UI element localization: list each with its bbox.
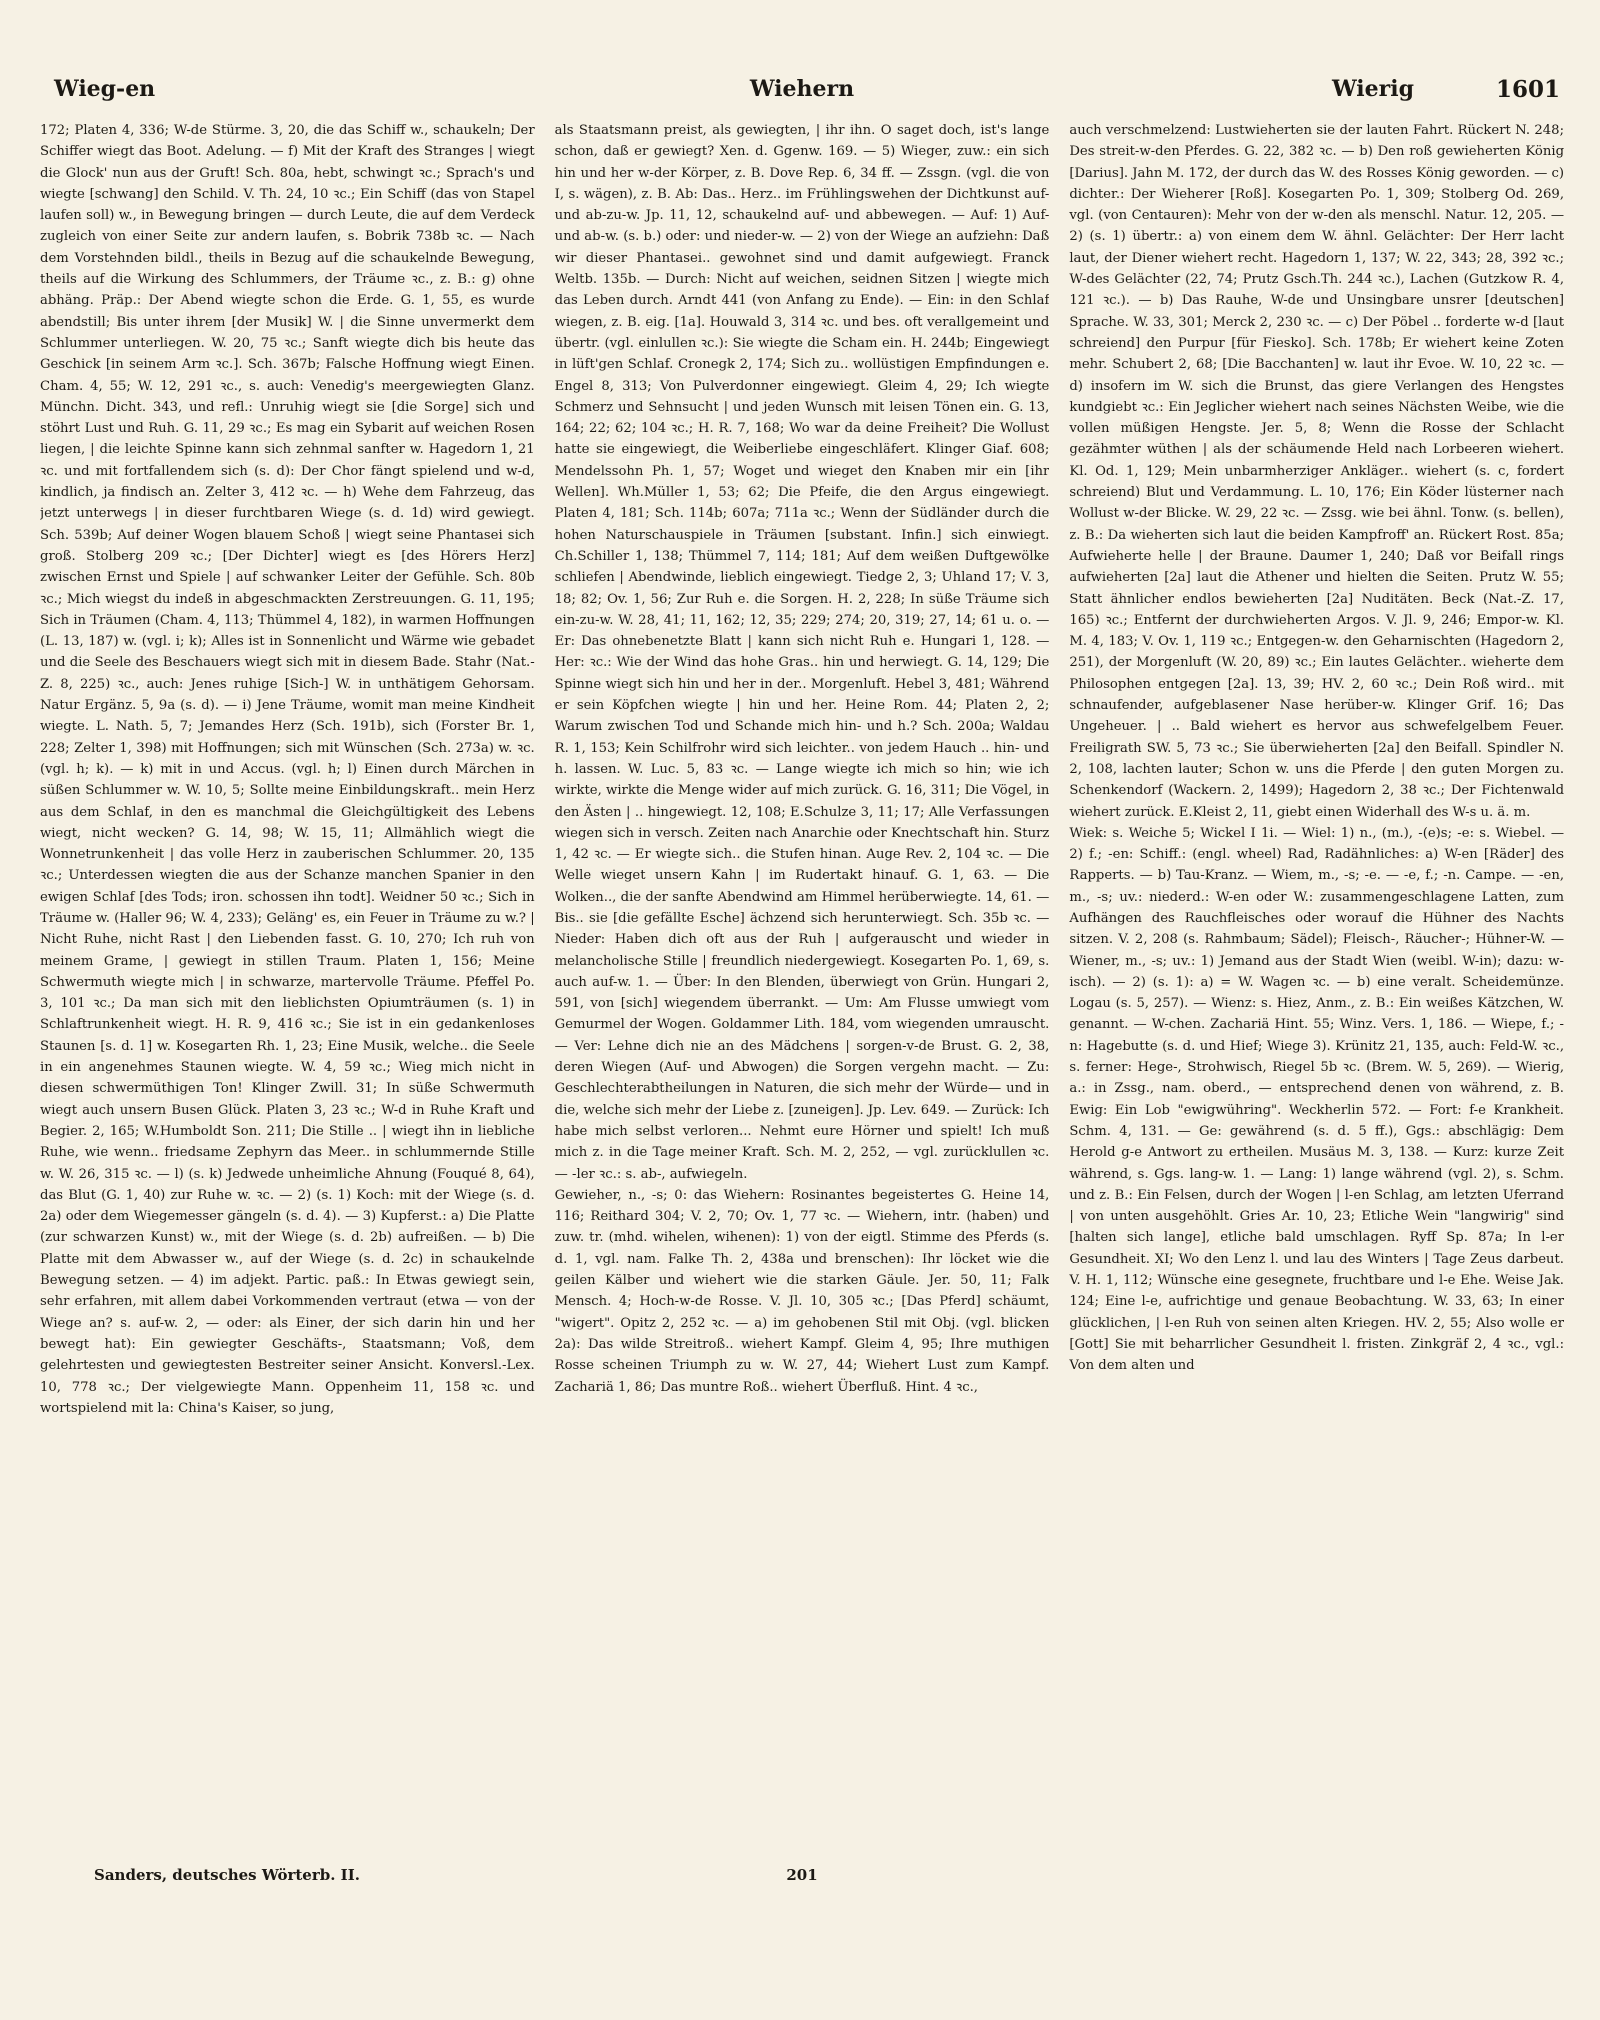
column-text: als Staatsmann preist, als gewiegten, | ihr ihn. O saget doch, ist's lange schon, daß er gewiegt? Xen. d. Ggenw. 169. — 5) Wieger, zuw.: ein sich hin und her w-der Körper, z. B. Dove Rep. 6, 34 ff. — Zssgn. (vgl. die von I, s. wägen), z. B. Ab: Das.. Herz.. im Frühlingswehen der Dichtkunst auf- und ab-zu-w. Jp. 11, 12, schaukelnd auf- und abbewegen. — Auf: 1) Auf- und ab-w. (s. b.) oder: und nieder-w. — 2) von der Wiege an aufziehn: Daß wir dieser Phantasei.. gewohnet sind und damit aufgewiegt. Franck Weltb. 135b. — Durch: Nicht auf weichen, seidnen Sitzen | wiegte mich das Leben durch. Arndt 441 (von Anfang zu Ende). — Ein: in den Schlaf wiegen, z. B. eig. [1a]. Houwald 3, 314 ꝛc. und bes. oft verallgemeint und übertr. (vgl. einlullen ꝛc.): Sie wiegte die Scham ein. H. 244b; Eingewiegt in lüft'gen Schlaf. Cronegk 2, 174; Sich zu.. wollüstigen Empfindungen e. Engel 8, 313; Von Pulverdonner eingewiegt. Gleim 4, 29; Ich wiegte Schmerz und Sehnsucht | und jeden Wunsch mit leisen Tönen ein. G. 13, 164; 22; 62; 104 ꝛc.; H. R. 7, 168; Wo war da deine Freiheit? Die Wollust hatte sie eingewiegt, die Weiberliebe eingeschläfert. Klinger Giaf. 608; Mendelssohn Ph. 1, 57; Woget und wieget den Knaben mir ein [ihr Wellen]. Wh.Müller 1, 53; 62; Die Pfeife, die den Argus eingewiegt. Platen 4, 181; Sch. 114b; 607a; 711a ꝛc.; Wenn der Südländer durch die hohen Naturschauspiele in Träumen [substant. Infin.] sich einwiegt. Ch.Schiller 1, 138; Thümmel 7, 114; 181; Auf dem weißen Duftgewölke schliefen | Abendwinde, lieblich eingewiegt. Tiedge 2, 3; Uhland 17; V. 3, 18; 82; Ov. 1, 56; Zur Ruh e. die Sorgen. H. 2, 228; In süße Träume sich ein-zu-w. W. 28, 41; 11, 162; 12, 35; 229; 274; 20, 319; 27, 14; 61 u. o. — Er: Das ohnebenetzte Blatt | kann sich nicht Ruh e. Hungari 1, 128. — Her: ꝛc.: Wie der Wind das hohe Gras.. hin und herwiegt. G. 14, 129; Die Spinne wiegt sich hin und her in der.. Morgenluft. Hebel 3, 481; Während er sein Köpfchen wiegte | hin und her. Heine Rom. 44; Platen 2, 2; Warum zwischen Tod und Schande mich hin- und h.? Sch. 200a; Waldau R. 1, 153; Kein Schilfrohr wird sich leichter.. von jedem Hauch .. hin- und h. lassen. W. Luc. 5, 83 ꝛc. — Lange wiegte ich mich so hin; wie ich wirkte, wirkte die Menge wider auf mich zurück. G. 16, 311; Die Vögel, in den Ästen | .. hingewiegt. 12, 108; E.Schulze 3, 11; 17; Alle Verfassungen wiegen sich in versch. Zeiten nach Anarchie oder Knechtschaft hin. Sturz 1, 42 ꝛc. — Er wiegte sich.. die Stufen hinan. Auge Rev. 2, 104 ꝛc. — Die Welle wieget unsern Kahn | im Rudertakt hinauf. G. 1, 63. — Die Wolken.., die der sanfte Abendwind am Himmel herüberwiegte. 14, 61. — Bis.. sie [die gefällte Esche] ächzend sich herunterwiegt. Sch. 35b ꝛc. — Nieder: Haben dich oft aus der Ruh | aufgerauscht und wieder in melancholische Stille | freundlich niedergewiegt. Kosegarten Po. 1, 69, s. auch auf-w. 1. — Über: In den Blenden, überwiegt von Grün. Hungari 2, 591, von [sich] wiegendem überrankt. — Um: Am Flusse umwiegt vom Gemurmel der Wogen. Goldammer Lith. 184, vom wiegenden umrauscht. — Ver: Lehne dich nie an des Mädchens | sorgen-v-de Brust. G. 2, 38, deren Wiegen (Auf- und Abwogen) die Sorgen vergehn macht. — Zu: Geschlechterabtheilungen in Naturen, die sich mehr der Würde— und in die, welche sich mehr der Liebe z. [zuneigen]. Jp. Lev. 649. — Zurück: Ich habe mich selbst verloren... Nehmt eure Hörner und spielt! Ich muß mich z. in die Tage meiner Kraft. Sch. M. 2, 252, — vgl. zurücklullen ꝛc. — -ler ꝛc.: s. ab-, aufwiegeln. Gewieher, n., -s; 0: das Wiehern: Rosinantes begeistertes G. Heine 14, 116; Reithard 304; V. 2, 70; Ov. 1, 77 ꝛc. — Wiehern, intr. (haben) und zuw. tr. (mhd. wihelen, wihenen): 1) von der eigtl. Stimme des Pferds (s. d. 1, vgl. nam. Falke Th. 2, 438a und brenschen): Ihr löcket wie die geilen Kälber und wiehert wie die starken Gäule. Jer. 50, 11; Falk Mensch. 4; Hoch-w-de Rosse. V. Jl. 10, 305 ꝛc.; [Das Pferd] schäumt, "wigert". Opitz 2, 252 ꝛc. — a) im gehobenen Stil mit Obj. (vgl. blicken 2a): Das wilde Streitroß.. wiehert Kampf. Gleim 4, 95; Ihre muthigen Rosse scheinen Triumph zu w. W. 27, 44; Wiehert Lust zum Kampf. Zachariä 1, 86; Das muntre Roß.. wiehert Überfluß. Hint. 4 ꝛc., (554, 123, 1050, 1395)
page-number: 1601 (1495, 76, 1560, 103)
text-columns (40, 120, 1564, 1858)
printer-signature: Sanders, deutsches Wörterb. II. (94, 1866, 360, 1884)
text-column-right (1069, 120, 1564, 1858)
text-column-left (40, 120, 535, 1858)
column-text: 172; Platen 4, 336; W-de Stürme. 3, 20, die das Schiff w., schaukeln; Der Schiffer wiegt das Boot. Adelung. — f) Mit der Kraft des Stranges | wiegt die Glock' nun aus der Gruft! Sch. 80a, hebt, schwingt ꝛc.; Sprach's und wiegte [schwang] den Schild. V. Th. 24, 10 ꝛc.; Ein Schiff (das von Stapel laufen soll) w., in Bewegung bringen — durch Leute, die auf dem Verdeck zugleich von einer Seite zur andern laufen, s. Bobrik 738b ꝛc. — Nach dem Vorstehnden bildl., theils in Bezug auf die schaukelnde Bewegung, theils auf die Wirkung des Schlummers, der Träume ꝛc., z. B.: g) ohne abhäng. Präp.: Der Abend wiegte schon die Erde. G. 1, 55, es wurde abendstill; Bis unter ihrem [der Musik] W. | die Sinne unvermerkt dem Schlummer unterliegen. W. 20, 75 ꝛc.; Sanft wiegte dich bis heute das Geschick [in seinem Arm ꝛc.]. Sch. 367b; Falsche Hoffnung wiegt Einen. Cham. 4, 55; W. 12, 291 ꝛc., s. auch: Venedig's meergewiegten Glanz. Münchn. Dicht. 343, und refl.: Unruhig wiegt sie [die Sorge] sich und stöhrt Lust und Ruh. G. 11, 29 ꝛc.; Es mag ein Sybarit auf weichen Rosen liegen, | die leichte Spinne kann sich zehnmal sanfter w. Hagedorn 1, 21 ꝛc. und mit fortfallendem sich (s. d): Der Chor fängt spielend und w-d, kindlich, ja findisch an. Zelter 3, 412 ꝛc. — h) Wehe dem Fahrzeug, das jetzt unterwegs | in dieser furchtbaren Wiege (s. d. 1d) wird gewiegt. Sch. 539b; Auf deiner Wogen blauem Schoß | wiegt seine Phantasei sich groß. Stolberg 209 ꝛc.; [Der Dichter] wiegt es [des Hörers Herz] zwischen Ernst und Spiele | auf schwanker Leiter der Gefühle. Sch. 80b ꝛc.; Mich wiegst du indeß in abgeschmackten Zerstreuungen. G. 11, 195; Sich in Träumen (Cham. 4, 113; Thümmel 4, 182), in warmen Hoffnungen (L. 13, 187) w. (vgl. i; k); Alles ist in Sonnenlicht und Wärme wie gebadet und die Seele des Beschauers wiegt sich mit in diesem Bade. Stahr (Nat.-Z. 8, 225) ꝛc., auch: Jenes ruhige [Sich-] W. in unthätigem Gehorsam. Natur Ergänz. 5, 9a (s. d). — i) Jene Träume, womit man meine Kindheit wiegte. L. Nath. 5, 7; Jemandes Herz (Sch. 191b), sich (Forster Br. 1, 228; Zelter 1, 398) mit Hoffnungen; sich mit Wünschen (Sch. 273a) w. ꝛc. (vgl. h; k). — k) mit in und Accus. (vgl. h; l) Einen durch Märchen in süßen Schlummer w. W. 10, 5; Sollte meine Einbildungskraft.. mein Herz aus dem Schlaf, in den es manchmal die Gleichgültigkeit des Lebens wiegt, nicht wecken? G. 14, 98; W. 15, 11; Allmählich wiegt die Wonnetrunkenheit | das volle Herz in zauberischen Schlummer. 20, 135 ꝛc.; Unterdessen wiegten die aus der Schanze manchen Spanier in den ewigen Schlaf [des Tods; iron. schossen ihn todt]. Weidner 50 ꝛc.; Sich in Träume w. (Haller 96; W. 4, 233); Geläng' es, ein Feuer in Träume zu w.? | Nicht Ruhe, nicht Rast | den Liebenden fasst. G. 10, 270; Ich ruh von meinem Grame, | gewiegt in stillen Traum. Platen 1, 156; Meine Schwermuth wiegte mich | in schwarze, martervolle Träume. Pfeffel Po. 3, 101 ꝛc.; Da man sich mit den lieblichsten Opiumträumen (s. 1) in Schlaftrunkenheit wiegt. H. R. 9, 416 ꝛc.; Sie ist in ein gedankenloses Staunen [s. d. 1] w. Kosegarten Rh. 1, 23; Eine Musik, welche.. die Seele in ein angenehmes Staunen wiegte. W. 4, 59 ꝛc.; Wieg mich nicht in diesen schwermüthigen Ton! Klinger Zwill. 31; In süße Schwermuth wiegt auch unsern Busen Glück. Platen 3, 23 ꝛc.; W-d in Ruhe Kraft und Begier. 2, 165; W.Humboldt Son. 211; Die Stille .. | wiegt ihn in liebliche Ruhe, wie wenn.. friedsame Zephyrn das Meer.. in schlummernde Stille w. W. 26, 315 ꝛc. — l) (s. k) Jedwede unheimliche Ahnung (Fouqué 8, 64), das Blut (G. 1, 40) zur Ruhe w. ꝛc. — 2) (s. 1) Koch: mit der Wiege (s. d. 2a) oder dem Wiegemesser gängeln (s. d. 4). — 3) Kupferst.: a) Die Platte (zur schwarzen Kunst) w., mit der Wiege (s. d. 2b) aufreißen. — b) Die Platte mit dem Abwasser w., auf der Wiege (s. d. 2c) in schaukelnde Bewegung setzen. — 4) im adjekt. Partic. paß.: In Etwas gewiegt sein, sehr erfahren, mit allem dabei Vorkommenden vertraut (etwa — von der Wiege an? s. auf-w. 2, — oder: als Einer, der sich darin hin und her bewegt hat): Ein gewiegter Geschäfts-, Staatsmann; Voß, dem gelehrtesten und gewiegtesten Bestreiter seiner Ansicht. Konversl.-Lex. 10, 778 ꝛc.; Der vielgewiegte Mann. Oppenheim 11, 158 ꝛc. und wortspielend mit la: China's Kaiser, so jung, (40, 123, 535, 1416)
text-column-middle (555, 120, 1050, 1858)
running-head-center: Wiehern (749, 76, 855, 102)
page-footer (40, 1866, 1564, 1894)
running-head-right: Wierig (1331, 76, 1414, 102)
column-text: auch verschmelzend: Lustwieherten sie der lauten Fahrt. Rückert N. 248; Des streit-w-den Pferdes. G. 22, 382 ꝛc. — b) Den roß gewieherten König [Darius]. Jahn M. 172, der durch das W. des Rosses König geworden. — c) dichter.: Der Wieherer [Roß]. Kosegarten Po. 1, 309; Stolberg Od. 269, vgl. (von Centauren): Mehr von der w-den als menschl. Natur. 12, 205. — 2) (s. 1) übertr.: a) von einem dem W. ähnl. Gelächter: Der Herr lacht laut, der Diener wiehert recht. Hagedorn 1, 137; W. 22, 343; 28, 392 ꝛc.; W-des Gelächter (22, 74; Prutz Gsch.Th. 244 ꝛc.), Lachen (Gutzkow R. 4, 121 ꝛc.). — b) Das Rauhe, W-de und Unsingbare unsrer [deutschen] Sprache. W. 33, 301; Merck 2, 230 ꝛc. — c) Der Pöbel .. forderte w-d [laut schreiend] den Purpur [für Fiesko]. Sch. 178b; Er wiehert keine Zoten mehr. Schubert 2, 68; [Die Bacchanten] w. laut ihr Evoe. W. 10, 22 ꝛc. — d) insofern im W. sich die Brunst, das giere Verlangen des Hengstes kundgiebt ꝛc.: Ein Jeglicher wiehert nach seines Nächsten Weibe, wie die vollen müßigen Hengste. Jer. 5, 8; Wenn die Rosse der Schlacht gezähmter wüthen | als der schäumende Held nach Lorbeeren wiehert. Kl. Od. 1, 129; Mein unbarmherziger Ankläger.. wiehert (s. c, fordert schreiend) Blut und Verdammung. L. 10, 176; Ein Köder lüsterner nach Wollust w-der Blicke. W. 29, 22 ꝛc. — Zssg. wie bei ähnl. Tonw. (s. bellen), z. B.: Da wieherten sich laut die beiden Kampfroff' an. Rückert Rost. 85a; Aufwieherte helle | der Braune. Daumer 1, 240; Daß vor Beifall rings aufwieherten [2a] laut die Athener und hielten die Seiten. Prutz W. 55; Statt ähnlicher endlos bewieherten [2a] Nuditäten. Beck (Nat.-Z. 17, 165) ꝛc.; Entfernt der durchwieherten Argos. V. Jl. 9, 246; Empor-w. Kl. M. 4, 183; V. Ov. 1, 119 ꝛc.; Entgegen-w. den Geharnischten (Hagedorn 2, 251), der Morgenluft (W. 20, 89) ꝛc.; Ein lautes Gelächter.. wieherte dem Philosophen entgegen [2a]. 13, 39; HV. 2, 60 ꝛc.; Dein Roß wird.. mit schnaufender, aufgeblasener Nase herüber-w. Klinger Grif. 16; Das Ungeheuer. | .. Bald wiehert es hervor aus schwefelgelbem Feuer. Freiligrath SW. 5, 73 ꝛc.; Sie überwieherten [2a] den Beifall. Spindler N. 2, 108, lachten lauter; Schon w. uns die Pferde | den guten Morgen zu. Schenkendorf (Wackern. 2, 1499); Hagedorn 2, 38 ꝛc.; Der Fichtenwald wiehert zurück. E.Kleist 2, 11, giebt einen Widerhall des W-s u. ä. m. Wiek: s. Weiche 5; Wickel I 1i. — Wiel: 1) n., (m.), -(e)s; -e: s. Wiebel. — 2) f.; -en: Schiff.: (engl. wheel) Rad, Radähnliches: a) W-en [Räder] des Rapperts. — b) Tau-Kranz. — Wiem, m., -s; -e. — -e, f.; -n. Campe. — -en, m., -s; uv.: niederd.: W-en oder W.: zusammengeschlagene Latten, zum Aufhängen des Rauchfleisches oder worauf die Hühner des Nachts sitzen. V. 2, 208 (s. Rahmbaum; Sädel); Fleisch-, Räucher-; Hühner-W. — Wiener, m., -s; uv.: 1) Jemand aus der Stadt Wien (weibl. W-in); dazu: w-isch). — 2) (s. 1): a) = W. Wagen ꝛc. — b) eine veralt. Scheidemünze. Logau (s. 5, 257). — Wienz: s. Hiez, Anm., z. B.: Ein weißes Kätzchen, W. genannt. — W-chen. Zachariä Hint. 55; Winz. Vers. 1, 186. — Wiepe, f.; -n: Hagebutte (s. d. und Hief; Wiege 3). Krünitz 21, 135, auch: Feld-W. ꝛc., s. ferner: Hege-, Strohwisch, Riegel 5b ꝛc. (Brem. W. 5, 269). — Wierig, a.: in Zssg., nam. oberd., — entsprechend denen von während, z. B. Ewig: Ein Lob "ewigwühring". Weckherlin 572. — Fort: f-e Krankheit. Schm. 4, 131. — Ge: gewährend (s. d. 5 ff.), Ggs.: abschlägig: Dem Herold g-e Antwort zu ertheilen. Musäus M. 3, 138. — Kurz: kurze Zeit während, s. Ggs. lang-w. 1. — Lang: 1) lange während (vgl. 2), s. Schm. und z. B.: Ein Felsen, durch der Wogen | l-en Schlag, am letzten Uferrand | von unten ausgehöhlt. Gries Ar. 10, 23; Etliche Wein "langwirig" sind [halten sich lange], etliche bald umschlagen. Ryff Sp. 87a; In l-er Gesundheit. XI; Wo den Lenz l. und lau des Winters | Tage Zeus darbeut. V. H. 1, 112; Wünsche eine gesegnete, fruchtbare und l-e Ehe. Weise Jak. 124; Eine l-e, aufrichtige und genaue Beobachtung. W. 33, 63; In einer glücklichen, | l-en Ruh von seinen alten Kriegen. HV. 2, 55; Also wolle er [Gott] Sie mit beharrlicher Gesundheit l. fristen. Zinkgräf 2, 4 ꝛc., vgl.: Von dem alten und (1069, 123, 1565, 1374)
running-head (40, 76, 1564, 112)
running-head-left: Wieg-en (54, 76, 156, 102)
sheet-number: 201 (786, 1866, 818, 1884)
